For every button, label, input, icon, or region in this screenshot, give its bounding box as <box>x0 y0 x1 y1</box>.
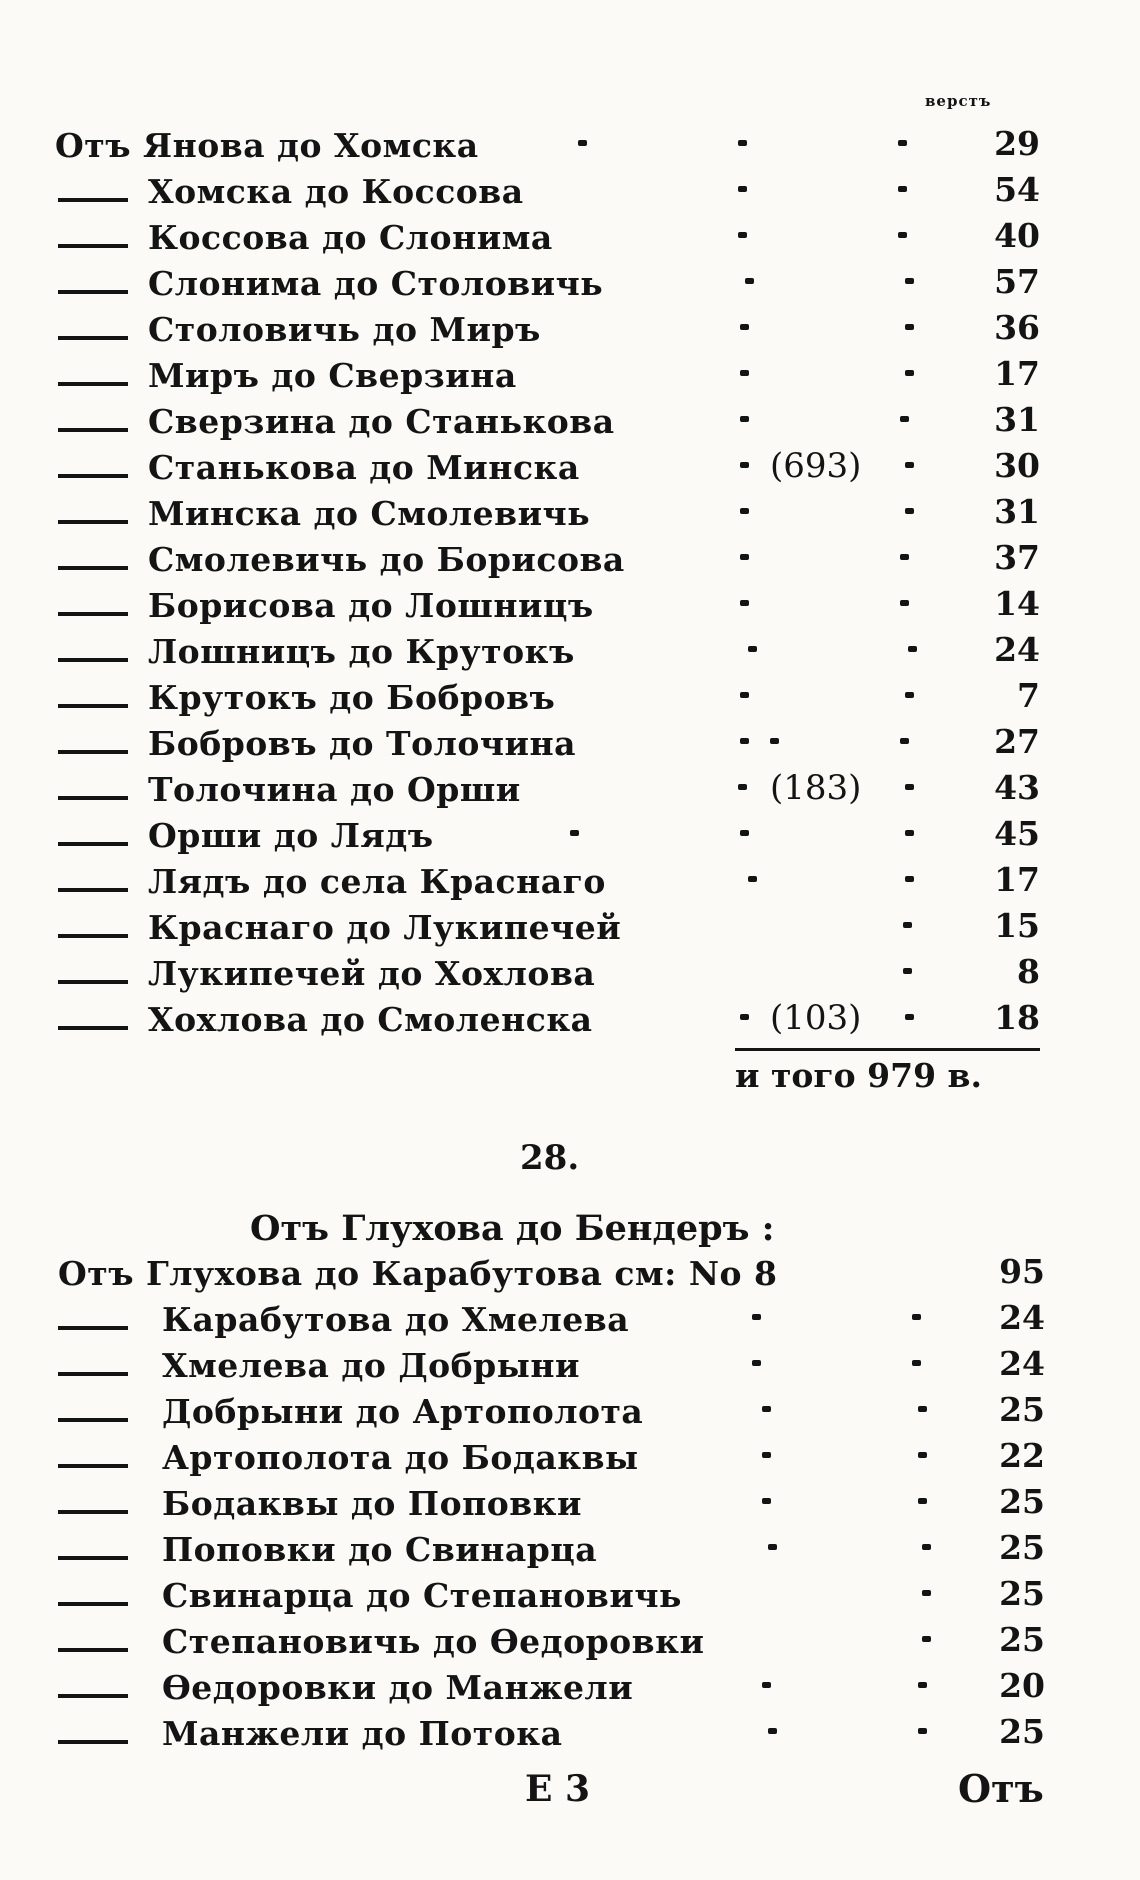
distance-value: 40 <box>994 216 1040 255</box>
route-label: Өедоровки до Манжели <box>162 1668 634 1707</box>
dot-leader <box>570 830 579 836</box>
route-label: Минска до Смолевичь <box>148 494 591 533</box>
dot-leader <box>752 1360 761 1366</box>
dot-leader <box>900 416 909 422</box>
ditto-dash <box>58 612 128 616</box>
dot-leader <box>898 140 907 146</box>
dot-leader <box>905 784 914 790</box>
table-row <box>0 398 1140 444</box>
ditto-dash <box>58 382 128 386</box>
table-row <box>0 628 1140 674</box>
dot-leader <box>905 692 914 698</box>
dot-leader <box>740 462 749 468</box>
dot-leader <box>918 1406 927 1412</box>
table-row <box>0 1618 1140 1664</box>
dot-leader <box>748 876 757 882</box>
ditto-dash <box>58 428 128 432</box>
route-label: Орши до Лядъ <box>148 816 434 855</box>
distance-value: 17 <box>994 354 1040 393</box>
subtotal-value: (183) <box>770 768 862 808</box>
table-row <box>0 536 1140 582</box>
unit-header: верстъ <box>925 92 992 110</box>
route-label: Станькова до Минска <box>148 448 580 487</box>
table-row <box>0 950 1140 996</box>
dot-leader <box>918 1452 927 1458</box>
distance-value: 43 <box>994 768 1040 807</box>
dot-leader <box>922 1544 931 1550</box>
route-label: Сверзина до Станькова <box>148 402 615 441</box>
dot-leader <box>740 370 749 376</box>
dot-leader <box>903 968 912 974</box>
table-row <box>0 1434 1140 1480</box>
table-row <box>0 1572 1140 1618</box>
ditto-dash <box>58 934 128 938</box>
dot-leader <box>905 324 914 330</box>
route-label: Отъ Янова до Хомска <box>55 126 479 165</box>
ditto-dash <box>58 474 128 478</box>
distance-value: 95 <box>999 1252 1045 1291</box>
dot-leader <box>762 1682 771 1688</box>
dot-leader <box>905 370 914 376</box>
distance-value: 54 <box>994 170 1040 209</box>
dot-leader <box>762 1498 771 1504</box>
dot-leader <box>905 830 914 836</box>
dot-leader <box>900 554 909 560</box>
dot-leader <box>740 692 749 698</box>
dot-leader <box>740 508 749 514</box>
dot-leader <box>900 600 909 606</box>
route-label: Краснаго до Лукипечей <box>148 908 622 947</box>
distance-value: 31 <box>994 492 1040 531</box>
dot-leader <box>762 1452 771 1458</box>
ditto-dash <box>58 1418 128 1422</box>
table-row <box>0 1526 1140 1572</box>
ditto-dash <box>58 1694 128 1698</box>
distance-value: 25 <box>999 1712 1045 1751</box>
ditto-dash <box>58 198 128 202</box>
distance-value: 8 <box>1017 952 1040 991</box>
ditto-dash <box>58 290 128 294</box>
distance-value: 24 <box>994 630 1040 669</box>
subtotal-value: (103) <box>770 998 862 1038</box>
dot-leader <box>740 554 749 560</box>
route-label: Крутокъ до Бобровъ <box>148 678 556 717</box>
table-row <box>0 812 1140 858</box>
distance-value: 45 <box>994 814 1040 853</box>
dot-leader <box>900 738 909 744</box>
table-row <box>0 168 1140 214</box>
route-label: Лядъ до села Краснаго <box>148 862 606 901</box>
section-1-total: и того 979 в. <box>735 1056 982 1095</box>
route-label: Столовичь до Миръ <box>148 310 541 349</box>
distance-value: 25 <box>999 1574 1045 1613</box>
table-row <box>0 352 1140 398</box>
table-row <box>0 720 1140 766</box>
dot-leader <box>738 140 747 146</box>
route-label: Хмелева до Добрыни <box>162 1346 580 1385</box>
ditto-dash <box>58 842 128 846</box>
route-label: Бодаквы до Поповки <box>162 1484 582 1523</box>
ditto-dash <box>58 750 128 754</box>
signature-mark: Е 3 <box>525 1768 591 1810</box>
dot-leader <box>738 186 747 192</box>
distance-value: 30 <box>994 446 1040 485</box>
table-row <box>0 904 1140 950</box>
distance-value: 29 <box>994 124 1040 163</box>
table-row <box>0 1480 1140 1526</box>
dot-leader <box>908 646 917 652</box>
route-label: Толочина до Орши <box>148 770 521 809</box>
route-label: Отъ Глухова до Карабутова см: No 8 <box>58 1254 778 1293</box>
dot-leader <box>770 738 779 744</box>
ditto-dash <box>58 566 128 570</box>
table-row <box>0 1296 1140 1342</box>
table-row <box>0 214 1140 260</box>
distance-value: 24 <box>999 1298 1045 1337</box>
dot-leader <box>738 232 747 238</box>
ditto-dash <box>58 520 128 524</box>
table-row <box>0 444 1140 490</box>
dot-leader <box>918 1682 927 1688</box>
dot-leader <box>578 140 587 146</box>
ditto-dash <box>58 1026 128 1030</box>
route-label: Коссова до Слонима <box>148 218 553 257</box>
dot-leader <box>905 508 914 514</box>
dot-leader <box>898 232 907 238</box>
table-row <box>0 582 1140 628</box>
subtotal-value: (693) <box>770 446 862 486</box>
dot-leader <box>740 600 749 606</box>
dot-leader <box>740 416 749 422</box>
table-row <box>0 306 1140 352</box>
dot-leader <box>922 1590 931 1596</box>
total-rule <box>735 1048 1040 1051</box>
dot-leader <box>922 1636 931 1642</box>
table-row <box>0 766 1140 812</box>
route-label: Свинарца до Степановичь <box>162 1576 682 1615</box>
distance-value: 22 <box>999 1436 1045 1475</box>
dot-leader <box>740 1014 749 1020</box>
ditto-dash <box>58 658 128 662</box>
table-row <box>0 122 1140 168</box>
route-label: Артополота до Бодаквы <box>162 1438 639 1477</box>
dot-leader <box>918 1728 927 1734</box>
ditto-dash <box>58 336 128 340</box>
route-label: Лукипечей до Хохлова <box>148 954 596 993</box>
distance-value: 57 <box>994 262 1040 301</box>
route-label: Бобровъ до Толочина <box>148 724 577 763</box>
table-row <box>0 260 1140 306</box>
ditto-dash <box>58 888 128 892</box>
dot-leader <box>905 876 914 882</box>
ditto-dash <box>58 1740 128 1744</box>
table-row <box>0 1250 1140 1296</box>
distance-value: 25 <box>999 1482 1045 1521</box>
section-number: 28. <box>520 1138 580 1178</box>
table-row <box>0 996 1140 1042</box>
ditto-dash <box>58 1464 128 1468</box>
route-label: Карабутова до Хмелева <box>162 1300 630 1339</box>
distance-value: 25 <box>999 1620 1045 1659</box>
dot-leader <box>745 278 754 284</box>
dot-leader <box>912 1314 921 1320</box>
dot-leader <box>740 830 749 836</box>
table-row <box>0 1342 1140 1388</box>
dot-leader <box>740 324 749 330</box>
ditto-dash <box>58 796 128 800</box>
catchword: Отъ <box>958 1766 1044 1811</box>
distance-value: 27 <box>994 722 1040 761</box>
distance-value: 14 <box>994 584 1040 623</box>
dot-leader <box>748 646 757 652</box>
distance-value: 25 <box>999 1390 1045 1429</box>
dot-leader <box>905 1014 914 1020</box>
ditto-dash <box>58 704 128 708</box>
ditto-dash <box>58 1648 128 1652</box>
ditto-dash <box>58 1326 128 1330</box>
ditto-dash <box>58 1372 128 1376</box>
route-label: Поповки до Свинарца <box>162 1530 598 1569</box>
ditto-dash <box>58 1510 128 1514</box>
distance-value: 25 <box>999 1528 1045 1567</box>
distance-value: 37 <box>994 538 1040 577</box>
ditto-dash <box>58 244 128 248</box>
dot-leader <box>768 1544 777 1550</box>
route-label: Лошницъ до Крутокъ <box>148 632 575 671</box>
distance-value: 20 <box>999 1666 1045 1705</box>
dot-leader <box>752 1314 761 1320</box>
route-label: Смолевичь до Борисова <box>148 540 625 579</box>
distance-value: 7 <box>1017 676 1040 715</box>
route-label: Степановичь до Өедоровки <box>162 1622 705 1661</box>
dot-leader <box>905 462 914 468</box>
table-row <box>0 858 1140 904</box>
table-row <box>0 674 1140 720</box>
route-label: Миръ до Сверзина <box>148 356 517 395</box>
table-row <box>0 490 1140 536</box>
route-label: Слонима до Столовичь <box>148 264 604 303</box>
route-label: Манжели до Потока <box>162 1714 563 1753</box>
distance-value: 15 <box>994 906 1040 945</box>
dot-leader <box>768 1728 777 1734</box>
route-label: Хохлова до Смоленска <box>148 1000 593 1039</box>
ditto-dash <box>58 1556 128 1560</box>
section-title: Отъ Глухова до Бендеръ : <box>250 1208 775 1249</box>
dot-leader <box>740 738 749 744</box>
ditto-dash <box>58 1602 128 1606</box>
route-label: Хомска до Коссова <box>148 172 524 211</box>
dot-leader <box>918 1498 927 1504</box>
dot-leader <box>912 1360 921 1366</box>
ditto-dash <box>58 980 128 984</box>
table-row <box>0 1664 1140 1710</box>
table-row <box>0 1388 1140 1434</box>
dot-leader <box>762 1406 771 1412</box>
dot-leader <box>903 922 912 928</box>
distance-value: 24 <box>999 1344 1045 1383</box>
dot-leader <box>898 186 907 192</box>
route-label: Борисова до Лошницъ <box>148 586 594 625</box>
table-row <box>0 1710 1140 1756</box>
dot-leader <box>905 278 914 284</box>
dot-leader <box>738 784 747 790</box>
distance-value: 18 <box>994 998 1040 1037</box>
route-label: Добрыни до Артополота <box>162 1392 644 1431</box>
distance-value: 36 <box>994 308 1040 347</box>
distance-value: 17 <box>994 860 1040 899</box>
distance-value: 31 <box>994 400 1040 439</box>
